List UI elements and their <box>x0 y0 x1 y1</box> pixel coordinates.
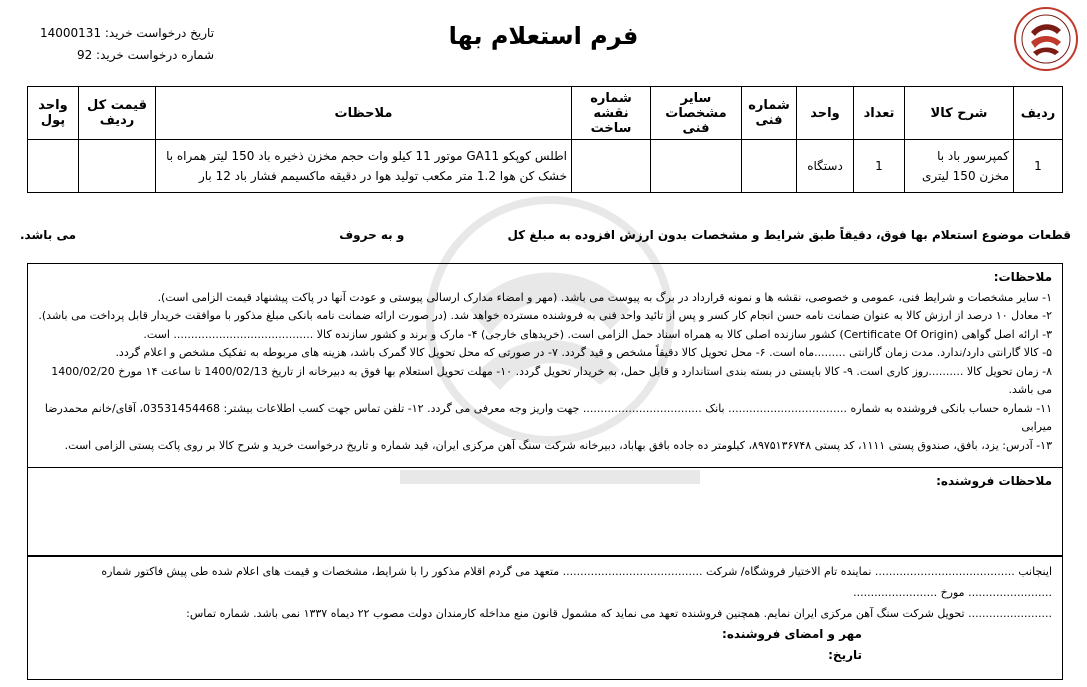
header-row-no: ردیف <box>1014 87 1063 140</box>
items-table <box>27 86 1063 193</box>
header-unit: واحد <box>797 87 854 140</box>
header-description: شرح کالا <box>905 87 1014 140</box>
seller-notes-heading: ملاحظات فروشنده: <box>936 474 1052 488</box>
cell-total-price <box>79 140 156 193</box>
commitment-line-2: ........................ تحویل شرکت سنگ آهن مرکزی ایران نمایم. همچنین فروشنده تعهد می نماید که مشمول قانون منع مداخله کارمندان دولت مصوب ۲۲ دیماه ۱۳۳۷ نمی باشد. شماره تماس: <box>186 607 1052 620</box>
notes-section <box>27 263 1063 468</box>
statement-part1: قطعات موضوع استعلام بها فوق، دقیقاً طبق شرایط و مشخصات بدون ارزش افزوده به مبلغ کل <box>507 228 1071 242</box>
request-number: شماره درخواست خرید: 92 <box>76 48 215 62</box>
cell-unit: دستگاه <box>797 140 854 193</box>
table-header-row <box>28 87 1063 140</box>
request-meta <box>40 22 214 66</box>
header-remarks: ملاحظات <box>156 87 572 140</box>
note-line: ۱۱- شماره حساب بانکی فروشنده به شماره .................................. بانک .................................. جهت واریز وجه معرفی می گردد. ۱۲- تلفن تماس جهت کسب اطلاعات بیشتر: 03531454468، آقای/خانم محمدرضا میرابی <box>44 401 1052 433</box>
cell-description: کمپرسور باد با مخزن 150 لیتری <box>905 140 1014 193</box>
seller-stamp-label: مهر و امضای فروشنده: <box>722 627 862 641</box>
seller-date-label: تاریخ: <box>828 648 862 662</box>
page-title: فرم استعلام بها <box>448 22 639 50</box>
header-tech-no: شماره فنی <box>742 87 797 140</box>
seller-commitment-section <box>27 556 1063 680</box>
commitment-line-1: اینجانب ........................................ نماینده تام الاختیار فروشگاه/ شرکت ........................................ متعهد می گردم اقلام مذکور را با شرایط، مشخصات و قیمت های اعلام شده طی پیش فاکتور شماره ........................ مورخ ........................ <box>101 565 1052 599</box>
note-line: ۱۳- آدرس: یزد، بافق، صندوق پستی ۱۱۱۱، کد پستی ۸۹۷۵۱۳۶۷۴۸، کیلومتر ده جاده بافق بهاباد، دبیرخانه شرکت سنگ آهن مرکزی ایران، قید شماره و تاریخ درخواست خرید و شرح کالا بر روی پاکت پستی الزامی است. <box>64 438 1052 452</box>
amount-statement <box>20 228 1071 242</box>
cell-quantity: 1 <box>854 140 905 193</box>
request-date: تاریخ درخواست خرید: 14000131 <box>40 26 215 40</box>
cell-drawing-no <box>572 140 651 193</box>
statement-part2: و به حروف <box>339 228 405 242</box>
note-line: ۱- سایر مشخصات و شرایط فنی، عمومی و خصوصی، نقشه ها و نمونه قرارداد در برگ به پیوست می باشد. (مهر و امضاء مدارک ارسالی پیوستی و عودت آنها در پاکت پیشنهاد قیمت الزامی است). <box>157 290 1052 304</box>
header-total-price: قیمت کل ردیف <box>79 87 156 140</box>
table-row <box>28 140 1063 193</box>
cell-remarks: اطلس کوپکو GA11 موتور 11 کیلو وات حجم مخزن ذخیره باد 150 لیتر همراه با خشک کن هوا 1.2 متر مکعب تولید هوا در دقیقه ماکسیمم فشار باد 12 بار <box>156 140 572 193</box>
seller-notes-section <box>27 468 1063 556</box>
cell-tech-no <box>742 140 797 193</box>
note-line: ۵- کالا گارانتی دارد/ندارد. مدت زمان گارانتی .........ماه است. ۶- محل تحویل کالا دقیقاً مشخص و قید گردد. ۷- در صورتی که محل تحویل کالا گمرک باشد، هزینه های مربوطه به تفکیک مشخص و اعلام گردد. <box>115 346 1052 359</box>
header-drawing-no: شماره نقشه ساخت <box>572 87 651 140</box>
note-line: ۳- ارائه اصل گواهی (Certificate Of Origin) کشور سازنده اصلی کالا به همراه اسناد حمل الزامی است. (خریدهای خارجی) ۴- مارک و برند و کشور سازنده کالا ........................................ است. <box>143 327 1052 341</box>
cell-currency <box>28 140 79 193</box>
header-other-specs: سایر مشخصات فنی <box>651 87 742 140</box>
header-quantity: تعداد <box>854 87 905 140</box>
cell-other-specs <box>651 140 742 193</box>
notes-heading: ملاحظات: <box>993 270 1052 284</box>
note-line: ۲- معادل ۱۰ درصد از ارزش کالا به عنوان ضمانت نامه حسن انجام کار کسر و پس از تائید واحد فنی به فروشنده مسترده خواهد شد. (در صورت ارائه ضمانت نامه بانکی مبلغ مذکور با موافقت خریدار قابل پرداخت می باشد). <box>38 309 1052 322</box>
header-currency: واحد پول <box>28 87 79 140</box>
cell-row-no: 1 <box>1014 140 1063 193</box>
statement-part3: می باشد. <box>19 228 77 242</box>
note-line: ۸- زمان تحویل کالا ..........روز کاری است. ۹- کالا بایستی در بسته بندی استاندارد و قابل حمل، به خریدار تحویل گردد. ۱۰- مهلت تحویل استعلام بها فوق به دبیرخانه از تاریخ 1400/02/13 تا ساعت ۱۴ مورخ 1400/02/20 می باشد. <box>51 364 1052 396</box>
